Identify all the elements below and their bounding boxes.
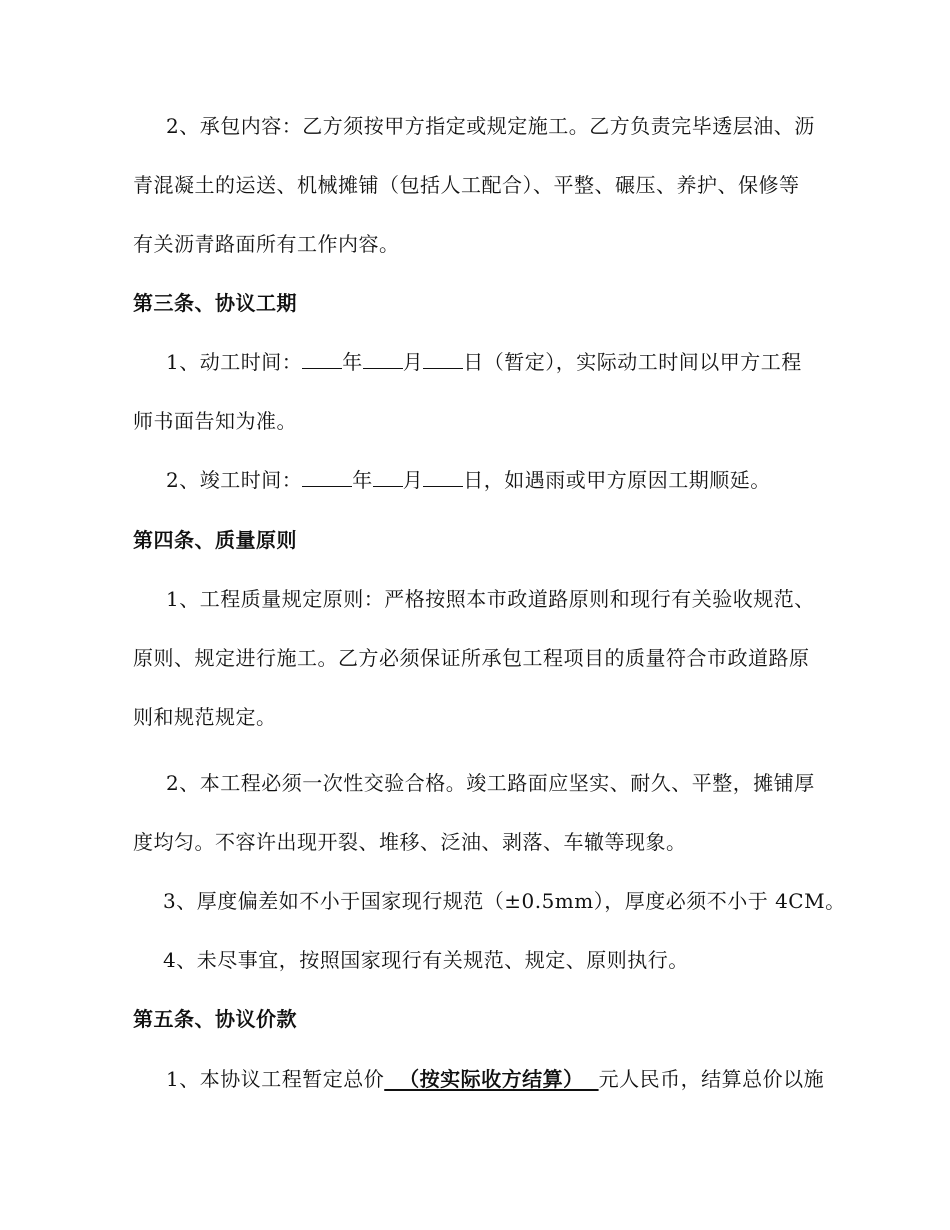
month-label: 月 xyxy=(402,468,424,492)
paragraph-line: 2、本工程必须一次性交验合格。竣工路面应坚实、耐久、平整，摊铺厚 xyxy=(166,771,815,795)
price-label: 1、本协议工程暂定总价 xyxy=(166,1067,385,1091)
start-year-blank xyxy=(302,350,342,369)
completion-date-label: 2、竣工时间： xyxy=(166,468,303,492)
price-line xyxy=(133,1064,896,1094)
paragraph-line: 4、未尽事宜，按照国家现行有关规范、规定、原则执行。 xyxy=(163,948,689,972)
price-fill-value: （按实际收方结算） xyxy=(384,1067,599,1091)
section-heading-3: 第三条、协议工期 xyxy=(133,291,297,315)
paragraph-line: 青混凝土的运送、机械摊铺（包括人工配合）、平整、碾压、养护、保修等 xyxy=(133,173,800,197)
paragraph-line: 师书面告知为准。 xyxy=(133,409,297,433)
year-label: 年 xyxy=(342,350,363,374)
completion-month-blank xyxy=(373,468,403,487)
paragraph-line: 度均匀。不容许出现开裂、堆移、泛油、剥落、车辙等现象。 xyxy=(133,830,687,854)
paragraph-line: 1、工程质量规定原则：严格按照本市政道路原则和现行有关验收规范、 xyxy=(166,587,815,611)
start-month-blank xyxy=(363,350,403,369)
completion-day-blank xyxy=(423,468,463,487)
year-label: 年 xyxy=(352,468,373,492)
day-label: 日，如遇雨或甲方原因工期顺延。 xyxy=(463,468,771,492)
paragraph-line: 则和规范规定。 xyxy=(133,705,277,729)
month-label: 月 xyxy=(402,350,424,374)
paragraph-line: 2、承包内容：乙方须按甲方指定或规定施工。乙方负责完毕透层油、沥 xyxy=(166,114,815,138)
price-suffix: 元人民币，结算总价以施 xyxy=(598,1067,825,1091)
section-heading-5: 第五条、协议价款 xyxy=(133,1007,297,1031)
section-heading-4: 第四条、质量原则 xyxy=(133,528,297,552)
start-day-blank xyxy=(423,350,463,369)
paragraph-line: 3、厚度偏差如不小于国家现行规范（±0.5mm），厚度必须不小于 4CM。 xyxy=(163,889,846,913)
start-date-line xyxy=(133,347,896,377)
paragraph-line: 有关沥青路面所有工作内容。 xyxy=(133,232,400,256)
paragraph-line: 原则、规定进行施工。乙方必须保证所承包工程项目的质量符合市政道路原 xyxy=(133,646,810,670)
completion-date-line xyxy=(133,465,896,495)
day-label: 日（暂定），实际动工时间以甲方工程 xyxy=(463,350,802,374)
completion-year-blank xyxy=(302,468,352,487)
start-date-label: 1、动工时间： xyxy=(166,350,303,374)
